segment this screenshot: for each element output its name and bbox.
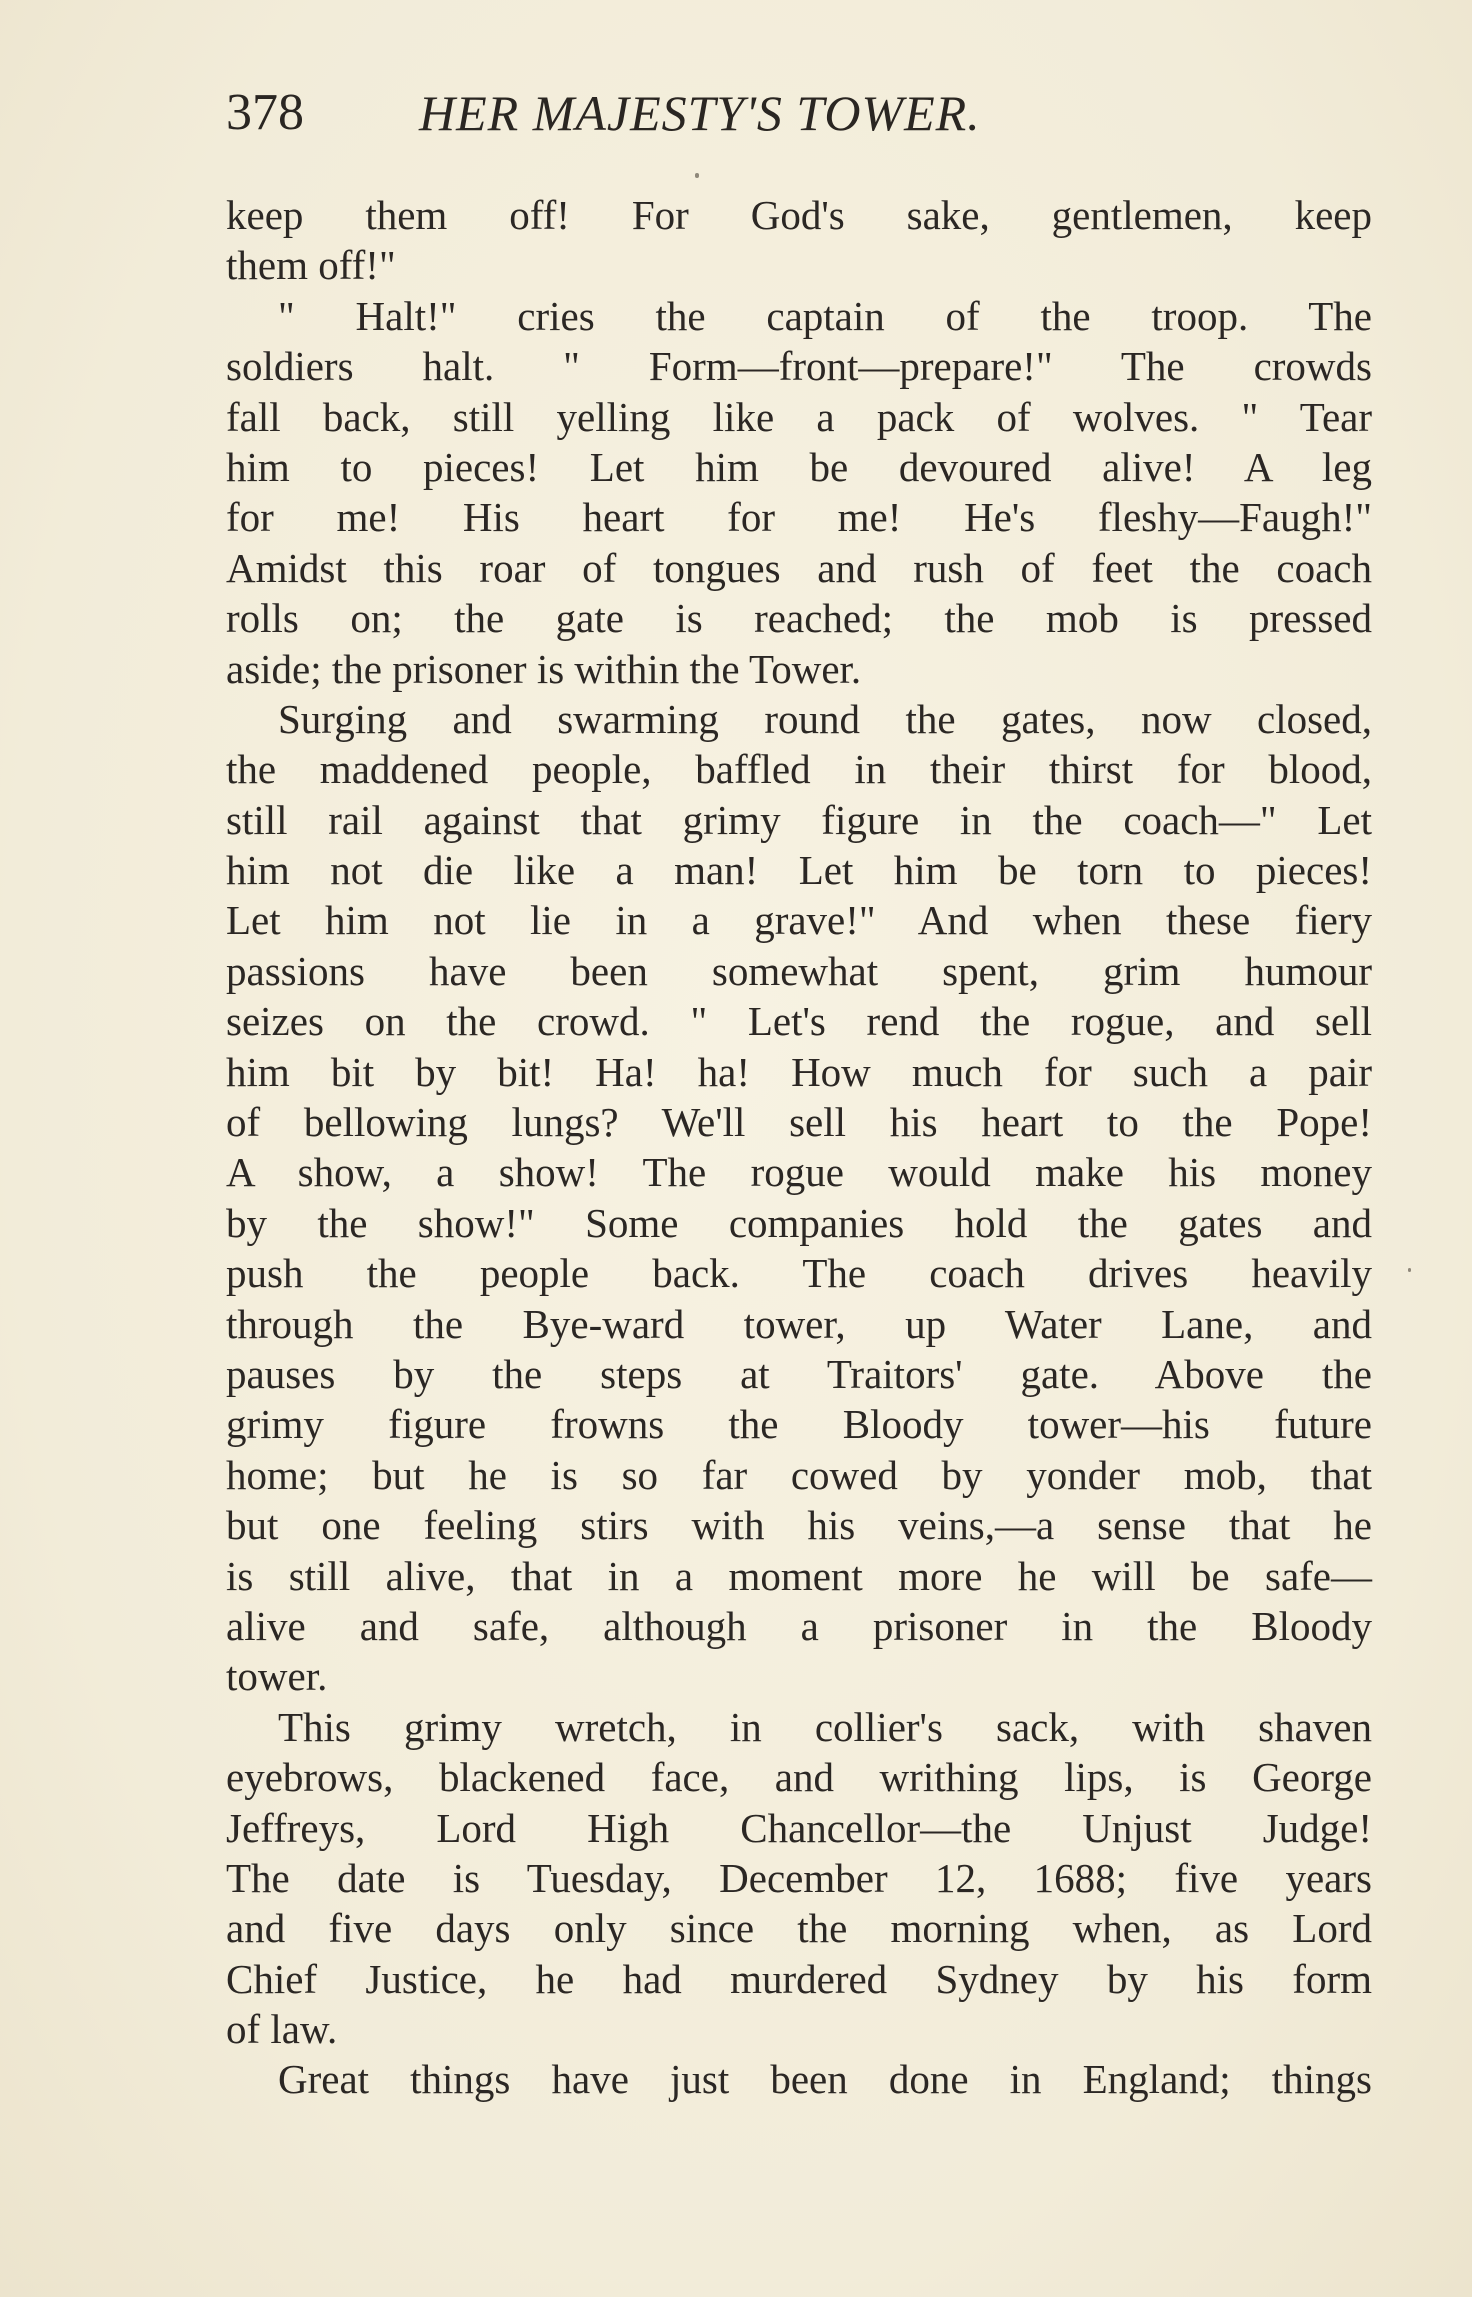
text-line: passions have been somewhat spent, grim humour: [226, 947, 1372, 994]
text-line: him bit by bit! Ha! ha! How much for such a pair: [226, 1048, 1372, 1095]
text-line: seizes on the crowd. " Let's rend the rogue, and sell: [226, 998, 1372, 1045]
text-line: home; but he is so far cowed by yonder mob, that: [226, 1451, 1372, 1498]
paragraph: [226, 291, 1372, 694]
text-line: pauses by the steps at Traitors' gate. Above the: [226, 1350, 1372, 1397]
print-speck: [1408, 1268, 1411, 1272]
paragraph: [226, 190, 1372, 291]
running-title: HER MAJESTY'S TOWER.: [419, 85, 981, 141]
text-line: Let him not lie in a grave!" And when these fiery: [226, 897, 1372, 944]
paragraph: [226, 2054, 1372, 2104]
text-line: grimy figure frowns the Bloody tower—his future: [226, 1401, 1372, 1448]
text-line: him not die like a man! Let him be torn to pieces!: [226, 847, 1372, 894]
text-line: fall back, still yelling like a pack of wolves. " Tear: [226, 393, 1372, 440]
text-line: Chief Justice, he had murdered Sydney by his form: [226, 1955, 1372, 2002]
print-speck: [695, 173, 699, 178]
page-header: [226, 78, 1196, 148]
text-line: for me! His heart for me! He's fleshy—Faugh!": [226, 494, 1372, 541]
text-line: still rail against that grimy figure in the coach—" Let: [226, 796, 1372, 843]
paragraph: [226, 694, 1372, 1702]
text-line: push the people back. The coach drives heavily: [226, 1250, 1372, 1297]
text-line: them off!": [226, 242, 396, 289]
text-line: tower.: [226, 1653, 328, 1700]
text-line: Surging and swarming round the gates, now closed,: [278, 695, 1372, 742]
text-line: Jeffreys, Lord High Chancellor—the Unjust Judge!: [226, 1804, 1372, 1851]
text-line: soldiers halt. " Form—front—prepare!" The crowds: [226, 343, 1372, 390]
text-line: eyebrows, blackened face, and writhing lips, is George: [226, 1754, 1372, 1801]
paragraph: [226, 1702, 1372, 2055]
text-line: The date is Tuesday, December 12, 1688; five years: [226, 1854, 1372, 1901]
page-number: 378: [226, 84, 304, 141]
text-line: by the show!" Some companies hold the gates and: [226, 1199, 1372, 1246]
text-line: of bellowing lungs? We'll sell his heart to the Pope!: [226, 1099, 1372, 1146]
text-line: through the Bye-ward tower, up Water Lane, and: [226, 1300, 1372, 1347]
text-line: of law.: [226, 2006, 338, 2053]
text-line: " Halt!" cries the captain of the troop. The: [278, 292, 1372, 339]
text-line: but one feeling stirs with his veins,—a sense that he: [226, 1502, 1372, 1549]
text-line: aside; the prisoner is within the Tower.: [226, 645, 862, 692]
text-line: the maddened people, baffled in their thirst for blood,: [226, 746, 1372, 793]
body-text: [226, 190, 1372, 2105]
text-line: alive and safe, although a prisoner in the Bloody: [226, 1602, 1372, 1649]
text-line: A show, a show! The rogue would make his money: [226, 1149, 1372, 1196]
text-line: Amidst this roar of tongues and rush of feet the coach: [226, 544, 1372, 591]
text-line: rolls on; the gate is reached; the mob is pressed: [226, 595, 1372, 642]
text-line: Great things have just been done in England; things: [278, 2056, 1372, 2103]
text-line: This grimy wretch, in collier's sack, with shaven: [278, 1703, 1372, 1750]
text-line: keep them off! For God's sake, gentlemen, keep: [226, 192, 1372, 238]
text-line: is still alive, that in a moment more he will be safe—: [226, 1552, 1372, 1599]
text-line: and five days only since the morning when, as Lord: [226, 1905, 1372, 1952]
text-line: him to pieces! Let him be devoured alive! A leg: [226, 443, 1372, 490]
